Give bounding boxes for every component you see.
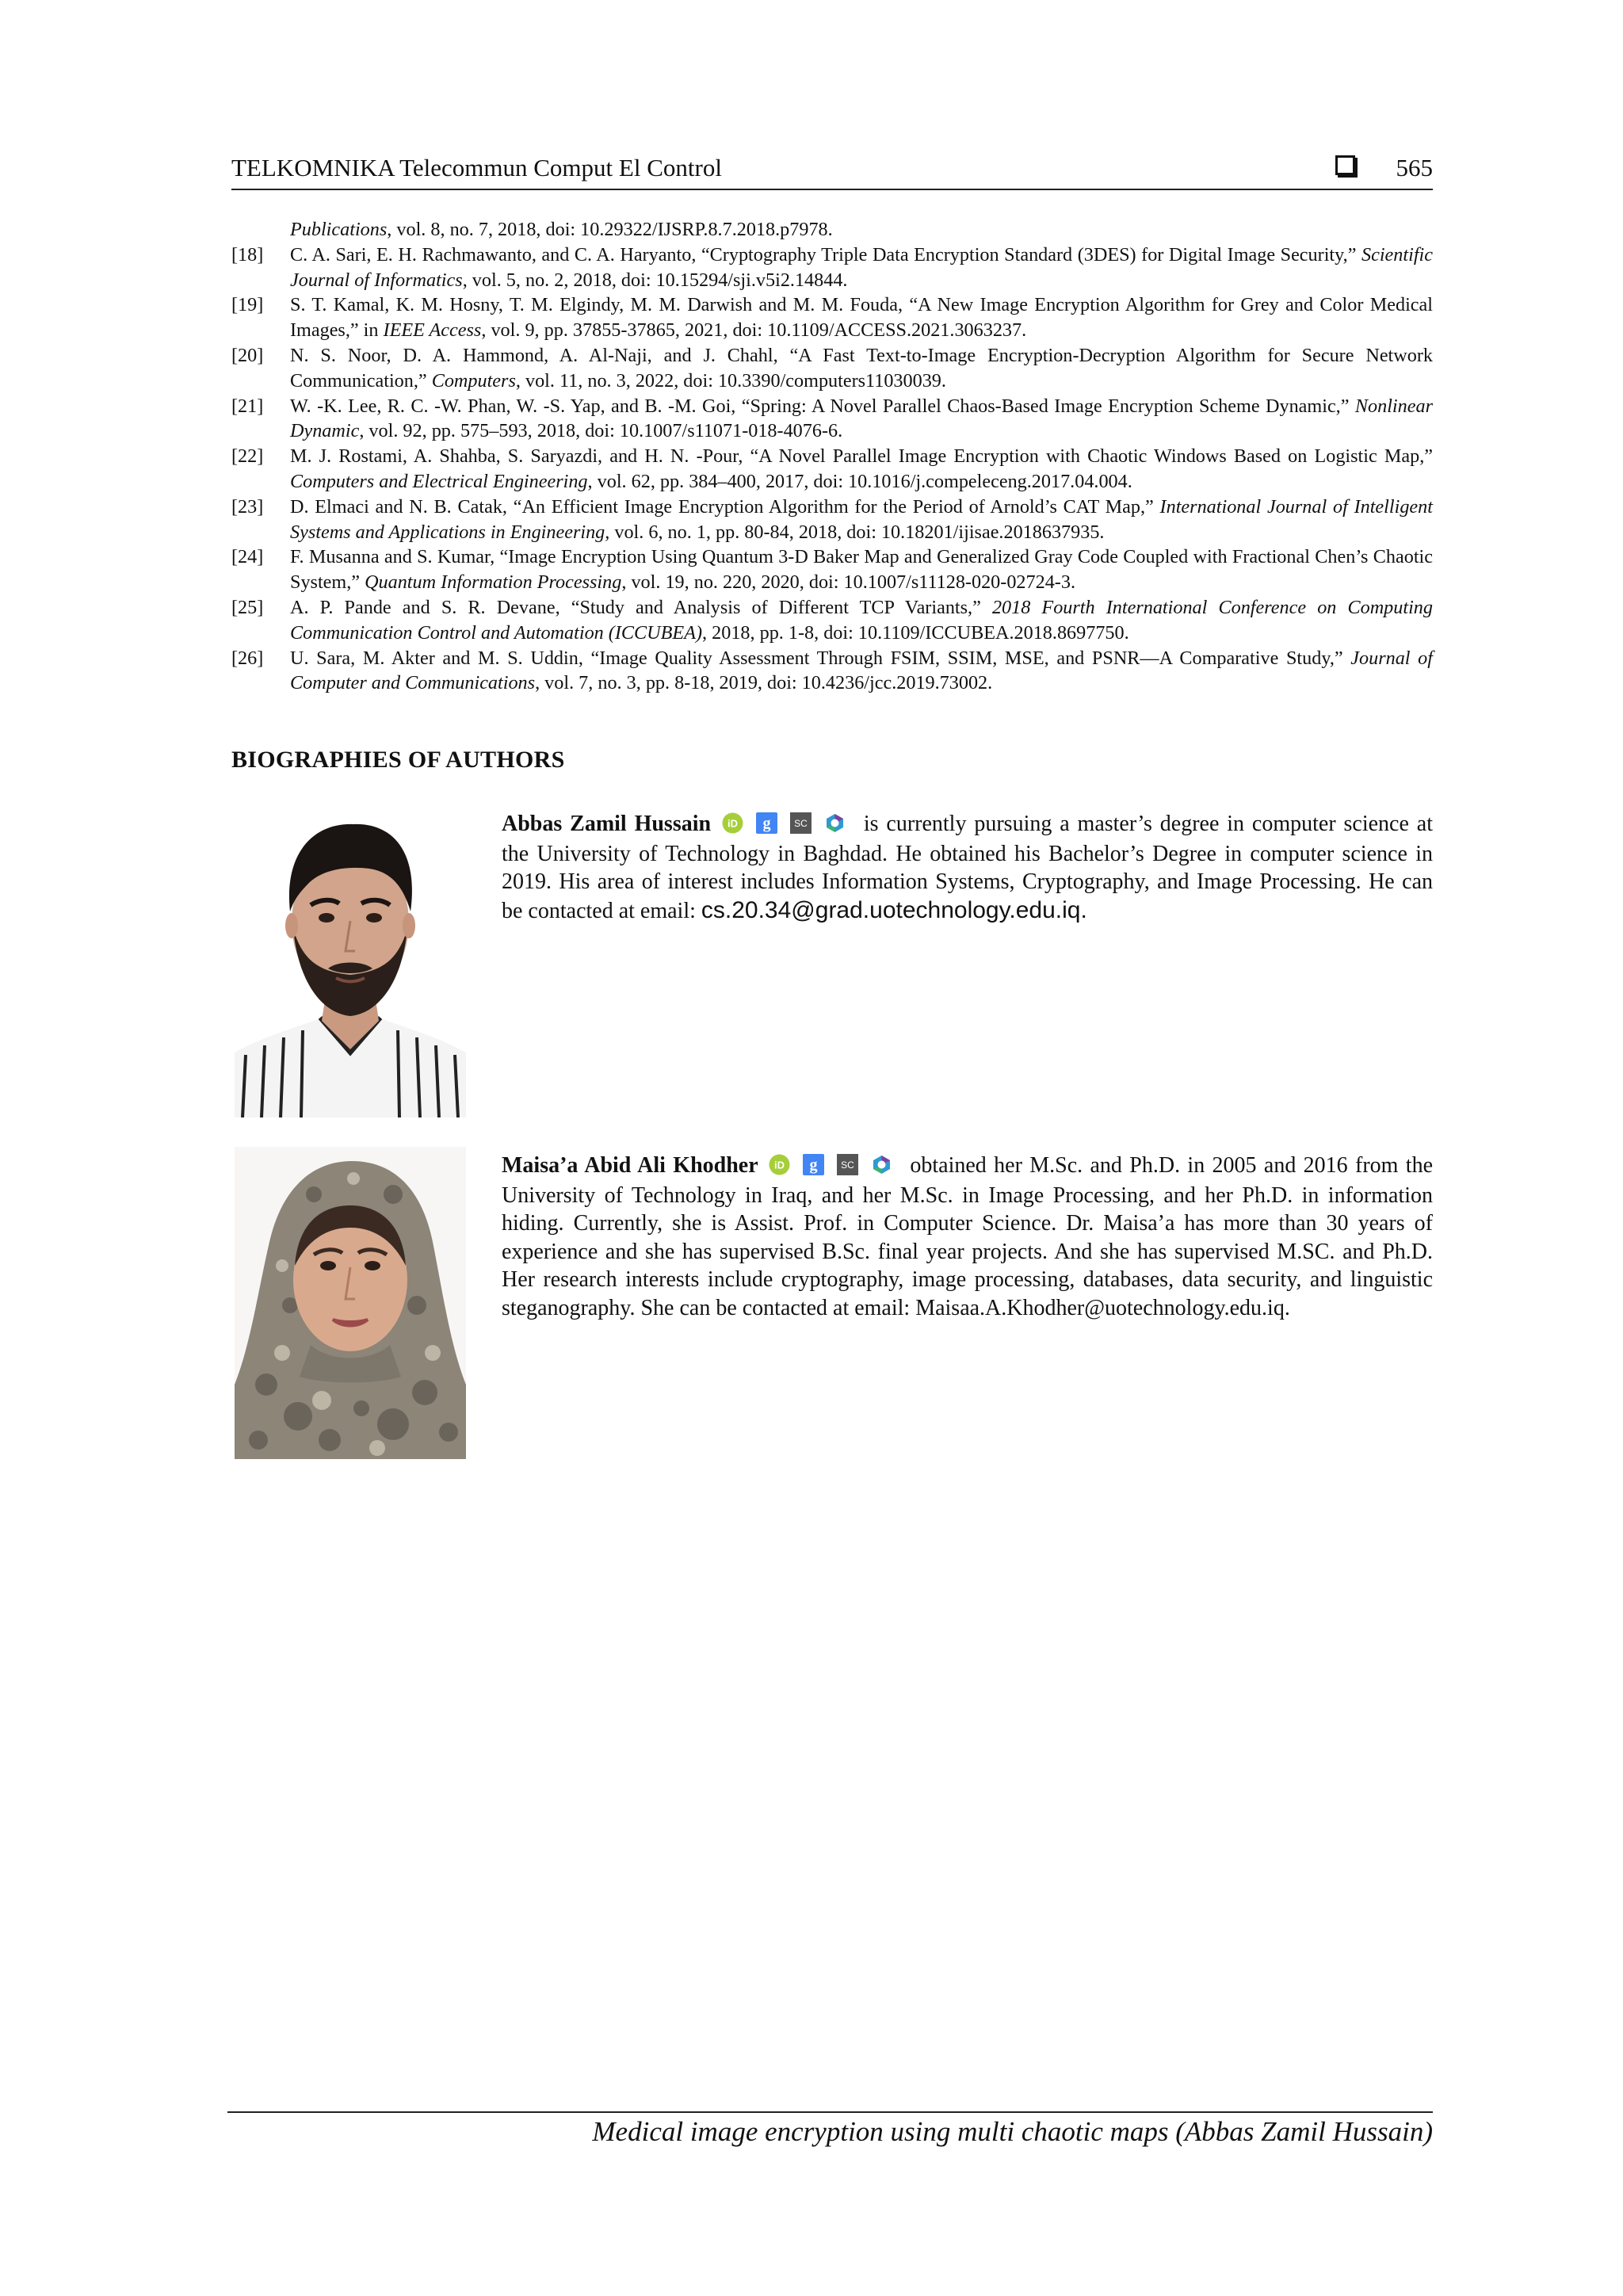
author-bio-1 (235, 805, 1433, 1116)
reference-segment: F. Musanna and S. Kumar, “Image Encryption Using Quantum 3-D Baker Map and Generalized Gray Code Coupled with Fractional Chen’s Chaotic System,” (290, 546, 1433, 594)
reference-segment: , vol. 92, pp. 575–593, 2018, doi: 10.1007/s11071-018-4076-6. (359, 420, 843, 442)
reference-text (290, 495, 1433, 545)
reference-venue: Publications (290, 219, 388, 240)
reference-text (290, 444, 1433, 495)
google-scholar-icon[interactable] (756, 812, 777, 834)
reference-number: [23] (231, 495, 264, 518)
author-badges-1 (722, 812, 853, 840)
publons-icon[interactable] (824, 812, 846, 834)
reference-segment: , vol. 8, no. 7, 2018, doi: 10.29322/IJSRP.8.7.2018.p7978. (387, 219, 833, 240)
reference-venue: Quantum Information Processing (365, 571, 622, 594)
reference-item (231, 595, 1433, 646)
reference-text (290, 544, 1433, 595)
orcid-icon[interactable] (769, 1154, 790, 1175)
reference-venue: Computers (431, 369, 516, 392)
author-bio-body-2: obtained her M.Sc. and Ph.D. in 2005 and 2016 from the University of Technology in Iraq, and her M.Sc. in Image Processing, and her Ph.D. in information hiding. Currently, she is Assist. Prof. in Computer Science. Dr. Maisa’a has more than 30 years of experience and she has supervised B.Sc. final year projects. And she has supervised M.SC. and Ph.D. Her research interests include cryptography, image processing, databases, data security, and linguistic steganography. She can be contacted at email: Maisaa.A.Khodher@uotechnology.edu.iq. (502, 1153, 1434, 1320)
reference-number: [18] (231, 243, 264, 266)
scopus-icon[interactable] (837, 1154, 858, 1175)
reference-number: [25] (231, 596, 264, 618)
reference-segment: W. -K. Lee, R. C. -W. Phan, W. -S. Yap, and B. -M. Goi, “Spring: A Novel Parallel Chaos-Based Image Encryption Scheme Dynamic,” (290, 395, 1355, 417)
reference-venue: 2018 Fourth International Conference on Computing Communication Control and Automation (ICCUBEA) (290, 596, 1433, 644)
svg-text:SC: SC (841, 1159, 854, 1171)
reference-segment: vol. 6, no. 1, pp. 80-84, 2018, doi: 10.18201/ijisae.2018637935. (609, 521, 1105, 543)
svg-text:SC: SC (794, 818, 808, 829)
scopus-icon[interactable] (790, 812, 812, 834)
author-bio-text-1 (502, 810, 1433, 925)
reference-segment: , vol. 5, no. 2, 2018, doi: 10.15294/sji.v5i2.14844. (462, 269, 848, 291)
reference-item (231, 495, 1433, 545)
svg-text:g: g (762, 815, 771, 832)
reference-text (290, 343, 1433, 394)
reference-number: [22] (231, 445, 264, 468)
running-footer: Medical image encryption using multi chaotic maps (Abbas Zamil Hussain) (227, 2111, 1433, 2148)
reference-segment: S. T. Kamal, K. M. Hosny, T. M. Elgindy, M. M. Darwish and M. M. Fouda, “A New Image Encryption Algorithm for Grey and Color Medical Images,” in (290, 294, 1433, 342)
publons-icon[interactable] (871, 1154, 892, 1175)
reference-text (290, 394, 1433, 445)
running-header (231, 154, 1433, 190)
reference-venue: Scientific Journal of Informatics (290, 243, 1433, 291)
reference-venue: IEEE Access (383, 319, 482, 342)
checkbox-square-icon (1335, 155, 1355, 175)
reference-number: [26] (231, 647, 264, 669)
author-badges-2 (769, 1153, 899, 1182)
journal-title: TELKOMNIKA Telecommun Comput El Control (231, 154, 722, 181)
reference-text (290, 243, 1433, 293)
reference-segment: N. S. Noor, D. A. Hammond, A. Al-Naji, and J. Chahl, “A Fast Text-to-Image Encryption-Decryption Algorithm for Secure Network Communication,” (290, 344, 1433, 392)
reference-number: [24] (231, 546, 264, 568)
reference-number: [20] (231, 344, 264, 366)
google-scholar-icon[interactable] (803, 1154, 824, 1175)
reference-text (290, 646, 1433, 697)
reference-segment: A. P. Pande and S. R. Devane, “Study and Analysis of Different TCP Variants,” (290, 596, 992, 618)
reference-number: [19] (231, 294, 264, 316)
orcid-icon[interactable] (722, 812, 743, 834)
reference-segment: , vol. 11, no. 3, 2022, doi: 10.3390/computers11030039. (515, 369, 946, 392)
author-bio-body-1: is currently pursuing a master’s degree in computer science at the University of Technology in Baghdad. He obtained his Bachelor’s Degree in computer science in 2019. His area of interest includes Information Systems, Cryptography, and Image Processing. He can be contacted at email: (502, 812, 1434, 923)
reference-text (290, 292, 1433, 343)
reference-venue: International Journal of Intelligent Systems and Applications in Engineering, (290, 495, 1433, 543)
author-email-1[interactable]: cs.20.34@grad.uotechnology.edu.iq. (701, 896, 1087, 923)
reference-list (231, 217, 1433, 696)
reference-segment: , vol. 9, pp. 37855-37865, 2021, doi: 10.1109/ACCESS.2021.3063237. (481, 319, 1027, 342)
reference-item (231, 394, 1433, 445)
author-name-1: Abbas Zamil Hussain (502, 812, 712, 836)
reference-segment: , vol. 62, pp. 384–400, 2017, doi: 10.1016/j.compeleceng.2017.04.004. (587, 470, 1132, 492)
reference-venue: Nonlinear Dynamic (290, 395, 1433, 442)
reference-item (231, 243, 1433, 293)
reference-segment: C. A. Sari, E. H. Rachmawanto, and C. A. Haryanto, “Cryptography Triple Data Encryption Standard (3DES) for Digital Image Security,” (290, 243, 1361, 266)
svg-text:iD: iD (774, 1159, 785, 1171)
reference-segment: , vol. 19, no. 220, 2020, doi: 10.1007/s11128-020-02724-3. (621, 571, 1075, 594)
author-name-2: Maisa’a Abid Ali Khodher (502, 1153, 758, 1178)
reference-segment: , 2018, pp. 1-8, doi: 10.1109/ICCUBEA.2018.8697750. (702, 621, 1129, 644)
header-right (1335, 154, 1434, 182)
reference-item (231, 343, 1433, 394)
reference-item (231, 544, 1433, 595)
author-bio-2 (235, 1147, 1433, 1459)
author-bio-text-2 (502, 1152, 1433, 1322)
section-heading-biographies: BIOGRAPHIES OF AUTHORS (231, 747, 565, 773)
reference-item (231, 646, 1433, 697)
reference-segment: M. J. Rostami, A. Shahba, S. Saryazdi, and H. N. -Pour, “A Novel Parallel Image Encryption with Chaotic Windows Based on Logistic Map,” (290, 445, 1433, 468)
reference-segment: U. Sara, M. Akter and M. S. Uddin, “Image Quality Assessment Through FSIM, SSIM, MSE, and PSNR—A Comparative Study,” (290, 647, 1351, 669)
reference-number: [21] (231, 395, 264, 417)
author-photo-1 (235, 805, 466, 1117)
reference-segment: D. Elmaci and N. B. Catak, “An Efficient Image Encryption Algorithm for the Period of Arnold’s CAT Map,” (290, 495, 1160, 518)
reference-segment: , vol. 7, no. 3, pp. 8-18, 2019, doi: 10.4236/jcc.2019.73002. (535, 672, 993, 694)
reference-text (290, 595, 1433, 646)
reference-item (231, 292, 1433, 343)
svg-text:g: g (809, 1156, 818, 1174)
author-photo-2 (235, 1147, 466, 1459)
reference-item (231, 217, 1433, 243)
reference-venue: Computers and Electrical Engineering (290, 470, 588, 492)
page-number: 565 (1396, 154, 1433, 181)
reference-venue: Journal of Computer and Communications (290, 647, 1433, 694)
reference-text (290, 217, 1433, 243)
svg-text:iD: iD (727, 817, 738, 830)
reference-item (231, 444, 1433, 495)
